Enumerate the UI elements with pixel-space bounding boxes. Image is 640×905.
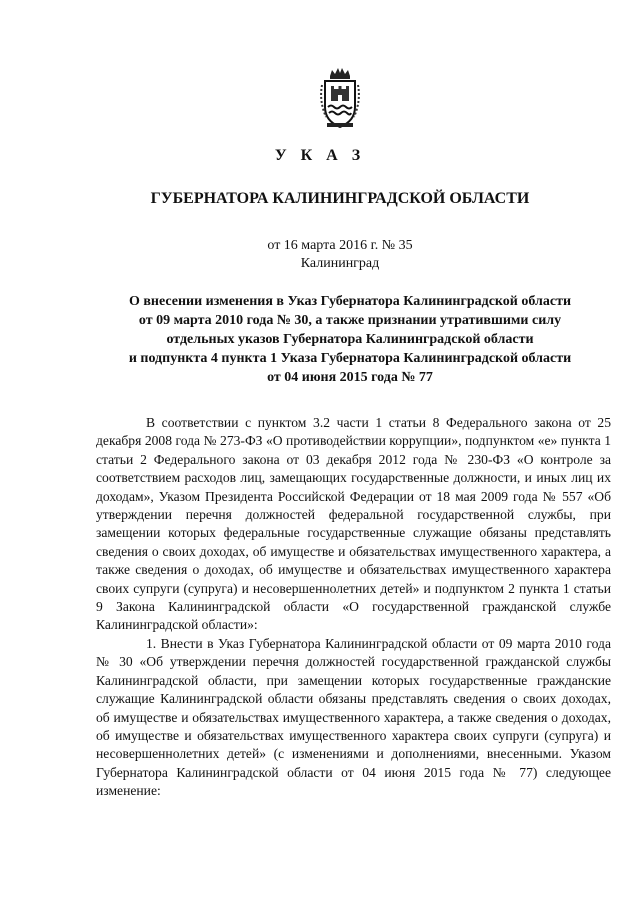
- heading-line: и подпункта 4 пункта 1 Указа Губернатора Калининградской области: [128, 351, 572, 366]
- body-paragraph-preamble: В соответствии с пунктом 3.2 части 1 статьи 8 Федерального закона от 25 декабря 2008 года № 273-ФЗ «О противодействии коррупции», подпунктом «е» пункта 1 статьи 2 Федерального закона от 03 декабря 2012 года № 230-ФЗ «О контроле за соответствием расходов лиц, замещающих государственные должности, и иных лиц их доходам», Указом Президента Российской Федерации от 18 мая 2009 года № 557 «Об утверждении перечня должностей федеральной государственной службы, при замещении которых федеральные государственные служащие обязаны представлять сведения о своих доходах, об имуществе и обязательствах имущественного характера, а также сведения о доходах, об имуществе и обязательствах имущественного характера своих супруги (супруга) и несовершеннолетних детей» и подпунктом 2 пункта 1 статьи 9 Закона Калининградской области «О государственной гражданской службе Калининградской области»:: [96, 415, 611, 633]
- document-heading: [90, 292, 610, 387]
- document-type-title: У К А З: [274, 147, 366, 164]
- heading-line: отдельных указов Губернатора Калининградской области: [166, 332, 534, 347]
- heading-line: от 04 июня 2015 года № 77: [267, 370, 433, 385]
- document-issuer: ГУБЕРНАТОРА КАЛИНИНГРАДСКОЙ ОБЛАСТИ: [150, 190, 530, 207]
- document-meta: [0, 237, 640, 273]
- heading-line: О внесении изменения в Указ Губернатора Калининградской области: [128, 294, 572, 309]
- coat-of-arms-icon: [317, 67, 363, 129]
- body-paragraph-item-1: 1. Внести в Указ Губернатора Калининградской области от 09 марта 2010 года № 30 «Об утверждении перечня должностей государственной гражданской службы Калининградской области, при замещении которых государственные гражданские служащие Калининградской области обязаны представлять сведения о своих доходах, об имуществе и обязательствах имущественного характера, а также сведения о доходах, об имуществе и обязательствах имущественного характера своих супруги (супруга) и несовершеннолетних детей» (с изменениями и дополнениями, внесенными. Указом Губернатора Калининградской области от 04 июня 2015 года № 77) следующее изменение:: [96, 635, 611, 799]
- heading-line: от 09 марта 2010 года № 30, а также признании утратившими силу: [138, 313, 562, 328]
- city-line: Калининград: [300, 256, 380, 271]
- date-number-line: от 16 марта 2016 г. № 35: [267, 238, 413, 253]
- document-body: [96, 414, 611, 801]
